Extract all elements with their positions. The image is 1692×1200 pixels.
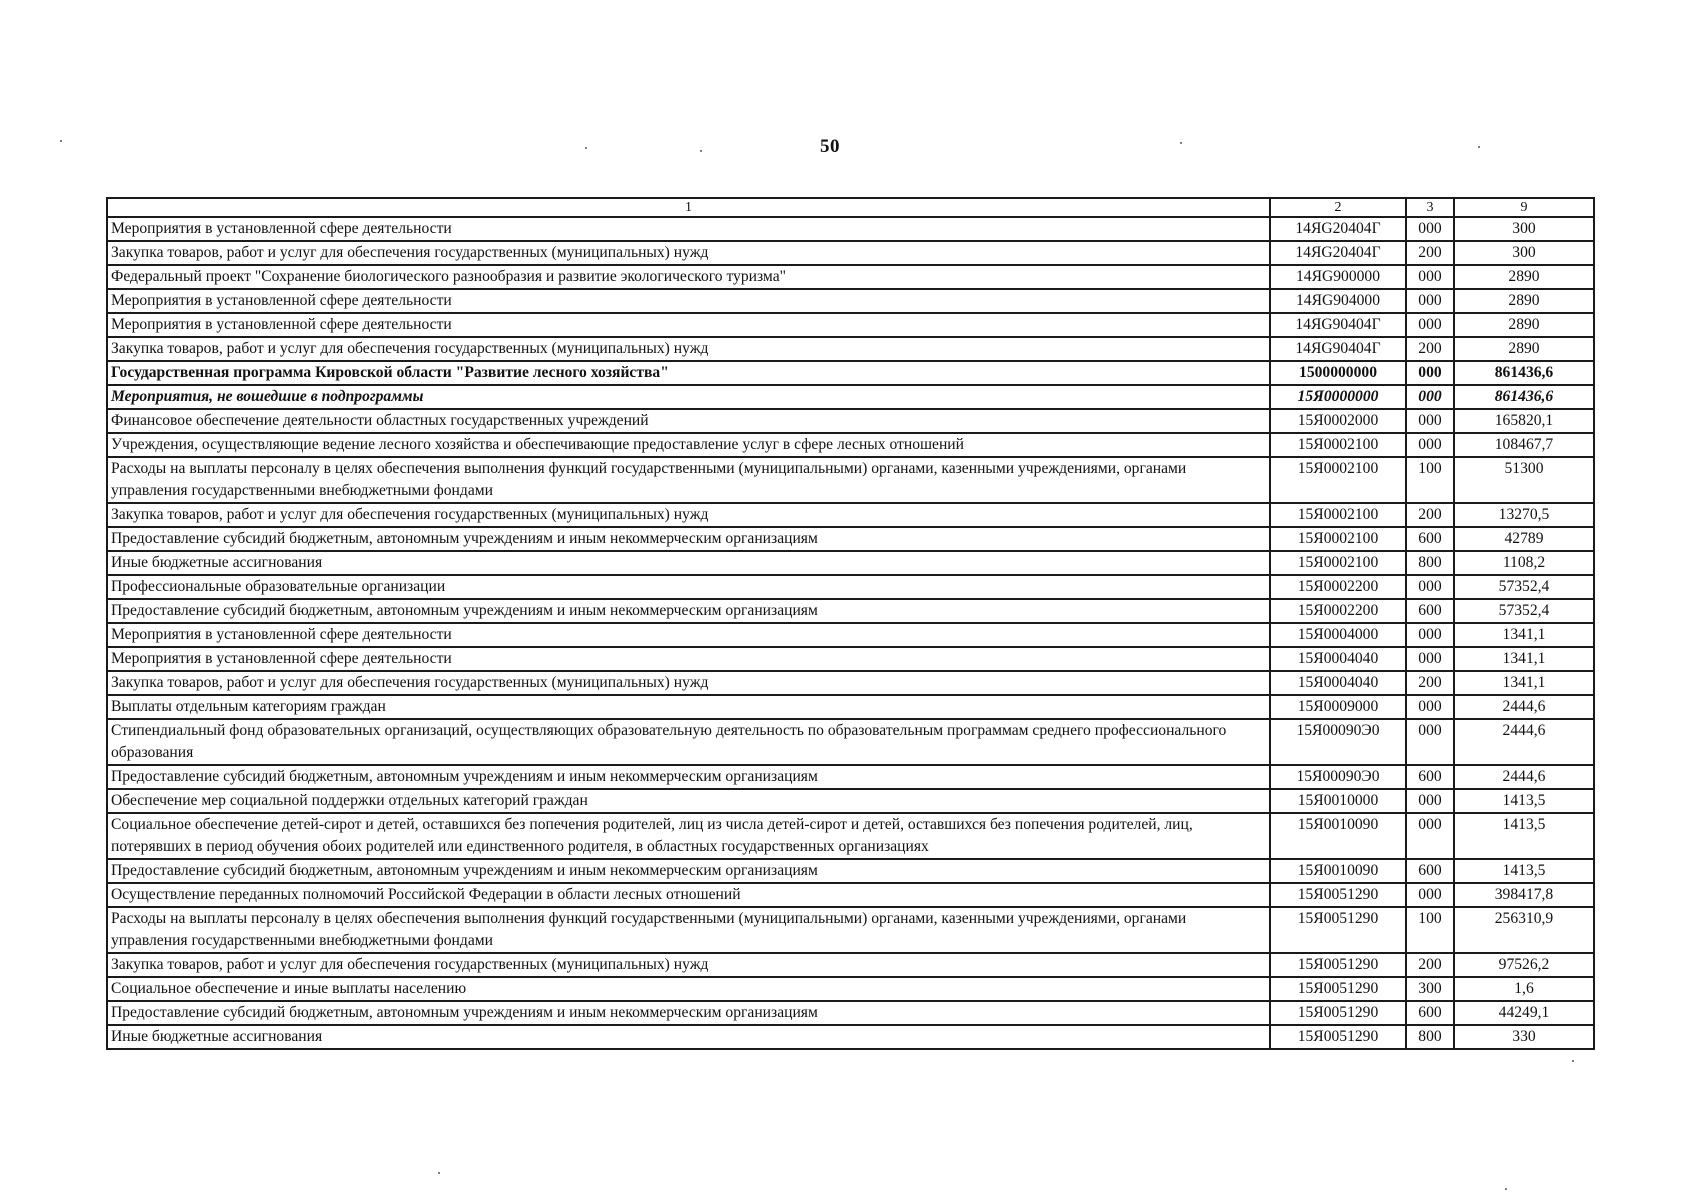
row-name-cell: Расходы на выплаты персоналу в целях обеспечения выполнения функций государственными (муниципальными) органами, казенными учреждениями, органами управления государственными внебюджетными фондами <box>107 907 1270 953</box>
row-name-cell: Иные бюджетные ассигнования <box>107 551 1270 575</box>
table-row <box>107 241 1594 265</box>
row-name-cell: Учреждения, осуществляющие ведение лесного хозяйства и обеспечивающие предоставление услуг в сфере лесных отношений <box>107 433 1270 457</box>
row-type-cell: 000 <box>1406 813 1454 859</box>
row-code-cell: 15Я0002100 <box>1270 457 1406 503</box>
row-type-cell: 300 <box>1406 977 1454 1001</box>
row-name-cell: Осуществление переданных полномочий Российской Федерации в области лесных отношений <box>107 883 1270 907</box>
row-name-cell: Предоставление субсидий бюджетным, автономным учреждениям и иным некоммерческим организациям <box>107 527 1270 551</box>
row-code-cell: 15Я00090Э0 <box>1270 765 1406 789</box>
row-sum-cell: 256310,9 <box>1454 907 1594 953</box>
row-name-cell: Стипендиальный фонд образовательных организаций, осуществляющих образовательную деятельность по образовательным программам среднего профессионального образования <box>107 719 1270 765</box>
row-name-cell: Мероприятия, не вошедшие в подпрограммы <box>107 385 1270 409</box>
scan-speck <box>700 150 702 152</box>
row-sum-cell: 1413,5 <box>1454 859 1594 883</box>
row-code-cell: 15Я0051290 <box>1270 953 1406 977</box>
row-sum-cell: 2890 <box>1454 289 1594 313</box>
row-name-cell: Закупка товаров, работ и услуг для обеспечения государственных (муниципальных) нужд <box>107 953 1270 977</box>
scan-speck <box>1180 142 1182 144</box>
table-row <box>107 859 1594 883</box>
row-type-cell: 200 <box>1406 503 1454 527</box>
table-row <box>107 977 1594 1001</box>
row-code-cell: 15Я0051290 <box>1270 1001 1406 1025</box>
row-name-cell: Финансовое обеспечение деятельности областных государственных учреждений <box>107 409 1270 433</box>
row-code-cell: 15Я0002100 <box>1270 503 1406 527</box>
row-name-cell: Расходы на выплаты персоналу в целях обеспечения выполнения функций государственными (муниципальными) органами, казенными учреждениями, органами управления государственными внебюджетными фондами <box>107 457 1270 503</box>
row-code-cell: 15Я0000000 <box>1270 385 1406 409</box>
table-row <box>107 433 1594 457</box>
table-row <box>107 623 1594 647</box>
row-sum-cell: 1413,5 <box>1454 813 1594 859</box>
header-col-sum: 9 <box>1454 198 1594 217</box>
row-name-cell: Выплаты отдельным категориям граждан <box>107 695 1270 719</box>
row-sum-cell: 2890 <box>1454 337 1594 361</box>
row-sum-cell: 1413,5 <box>1454 789 1594 813</box>
row-name-cell: Закупка товаров, работ и услуг для обеспечения государственных (муниципальных) нужд <box>107 337 1270 361</box>
page-number: 50 <box>820 136 840 157</box>
row-sum-cell: 1341,1 <box>1454 623 1594 647</box>
row-name-cell: Закупка товаров, работ и услуг для обеспечения государственных (муниципальных) нужд <box>107 241 1270 265</box>
table-row <box>107 1025 1594 1049</box>
table-row <box>107 217 1594 241</box>
row-sum-cell: 1108,2 <box>1454 551 1594 575</box>
row-code-cell: 15Я0010000 <box>1270 789 1406 813</box>
header-col-code: 2 <box>1270 198 1406 217</box>
row-name-cell: Мероприятия в установленной сфере деятельности <box>107 313 1270 337</box>
row-type-cell: 000 <box>1406 719 1454 765</box>
row-sum-cell: 1341,1 <box>1454 647 1594 671</box>
row-type-cell: 000 <box>1406 409 1454 433</box>
row-name-cell: Мероприятия в установленной сфере деятельности <box>107 289 1270 313</box>
row-name-cell: Социальное обеспечение и иные выплаты населению <box>107 977 1270 1001</box>
row-code-cell: 15Я0009000 <box>1270 695 1406 719</box>
row-code-cell: 14ЯG90404Г <box>1270 313 1406 337</box>
table-row <box>107 647 1594 671</box>
row-name-cell: Мероприятия в установленной сфере деятельности <box>107 217 1270 241</box>
row-sum-cell: 108467,7 <box>1454 433 1594 457</box>
row-type-cell: 200 <box>1406 337 1454 361</box>
row-type-cell: 000 <box>1406 789 1454 813</box>
row-sum-cell: 51300 <box>1454 457 1594 503</box>
row-type-cell: 000 <box>1406 883 1454 907</box>
row-type-cell: 600 <box>1406 765 1454 789</box>
row-code-cell: 15Я0004040 <box>1270 647 1406 671</box>
row-code-cell: 15Я0004040 <box>1270 671 1406 695</box>
row-code-cell: 15Я0051290 <box>1270 883 1406 907</box>
table-row <box>107 695 1594 719</box>
row-name-cell: Федеральный проект "Сохранение биологического разнообразия и развитие экологического туризма" <box>107 265 1270 289</box>
row-sum-cell: 97526,2 <box>1454 953 1594 977</box>
row-code-cell: 15Я0051290 <box>1270 907 1406 953</box>
scan-speck <box>1505 1188 1507 1190</box>
table-row <box>107 813 1594 859</box>
row-type-cell: 600 <box>1406 599 1454 623</box>
row-type-cell: 000 <box>1406 313 1454 337</box>
table-row <box>107 313 1594 337</box>
row-code-cell: 15Я0002000 <box>1270 409 1406 433</box>
row-type-cell: 000 <box>1406 623 1454 647</box>
table-row <box>107 719 1594 765</box>
row-type-cell: 000 <box>1406 385 1454 409</box>
row-sum-cell: 1,6 <box>1454 977 1594 1001</box>
row-type-cell: 100 <box>1406 907 1454 953</box>
row-type-cell: 200 <box>1406 241 1454 265</box>
row-name-cell: Иные бюджетные ассигнования <box>107 1025 1270 1049</box>
row-type-cell: 200 <box>1406 671 1454 695</box>
row-sum-cell: 1341,1 <box>1454 671 1594 695</box>
table-row <box>107 953 1594 977</box>
row-code-cell: 15Я0010090 <box>1270 813 1406 859</box>
table-row <box>107 1001 1594 1025</box>
row-code-cell: 14ЯG900000 <box>1270 265 1406 289</box>
table-row <box>107 289 1594 313</box>
row-sum-cell: 300 <box>1454 241 1594 265</box>
row-sum-cell: 57352,4 <box>1454 599 1594 623</box>
header-col-name: 1 <box>107 198 1270 217</box>
row-sum-cell: 165820,1 <box>1454 409 1594 433</box>
row-type-cell: 800 <box>1406 1025 1454 1049</box>
row-name-cell: Предоставление субсидий бюджетным, автономным учреждениям и иным некоммерческим организациям <box>107 599 1270 623</box>
scan-speck <box>1572 1060 1574 1062</box>
row-code-cell: 15Я00090Э0 <box>1270 719 1406 765</box>
row-code-cell: 15Я0010090 <box>1270 859 1406 883</box>
row-sum-cell: 861436,6 <box>1454 361 1594 385</box>
row-code-cell: 15Я0002200 <box>1270 599 1406 623</box>
row-code-cell: 14ЯG904000 <box>1270 289 1406 313</box>
row-type-cell: 000 <box>1406 647 1454 671</box>
row-sum-cell: 42789 <box>1454 527 1594 551</box>
row-code-cell: 15Я0002100 <box>1270 551 1406 575</box>
row-sum-cell: 2444,6 <box>1454 695 1594 719</box>
row-name-cell: Предоставление субсидий бюджетным, автономным учреждениям и иным некоммерческим организациям <box>107 1001 1270 1025</box>
row-type-cell: 000 <box>1406 575 1454 599</box>
header-col-type: 3 <box>1406 198 1454 217</box>
table-row <box>107 599 1594 623</box>
row-name-cell: Мероприятия в установленной сфере деятельности <box>107 623 1270 647</box>
row-name-cell: Мероприятия в установленной сфере деятельности <box>107 647 1270 671</box>
row-sum-cell: 13270,5 <box>1454 503 1594 527</box>
table-row <box>107 789 1594 813</box>
row-name-cell: Предоставление субсидий бюджетным, автономным учреждениям и иным некоммерческим организациям <box>107 859 1270 883</box>
scan-speck <box>585 147 587 149</box>
table-row <box>107 457 1594 503</box>
row-sum-cell: 300 <box>1454 217 1594 241</box>
row-type-cell: 800 <box>1406 551 1454 575</box>
row-sum-cell: 330 <box>1454 1025 1594 1049</box>
row-type-cell: 000 <box>1406 289 1454 313</box>
row-sum-cell: 2890 <box>1454 265 1594 289</box>
table-body <box>107 217 1594 1049</box>
row-sum-cell: 2444,6 <box>1454 765 1594 789</box>
scan-speck <box>1478 146 1480 148</box>
row-code-cell: 15Я0051290 <box>1270 1025 1406 1049</box>
row-sum-cell: 2890 <box>1454 313 1594 337</box>
row-code-cell: 14ЯG90404Г <box>1270 337 1406 361</box>
row-name-cell: Предоставление субсидий бюджетным, автономным учреждениям и иным некоммерческим организациям <box>107 765 1270 789</box>
table-row <box>107 409 1594 433</box>
table-row <box>107 503 1594 527</box>
scan-speck <box>60 140 62 142</box>
row-code-cell: 1500000000 <box>1270 361 1406 385</box>
row-type-cell: 600 <box>1406 1001 1454 1025</box>
row-type-cell: 100 <box>1406 457 1454 503</box>
row-type-cell: 600 <box>1406 527 1454 551</box>
table-row <box>107 527 1594 551</box>
row-type-cell: 000 <box>1406 361 1454 385</box>
row-type-cell: 000 <box>1406 433 1454 457</box>
row-name-cell: Обеспечение мер социальной поддержки отдельных категорий граждан <box>107 789 1270 813</box>
table-row <box>107 671 1594 695</box>
scan-speck <box>438 1172 440 1174</box>
row-name-cell: Профессиональные образовательные организации <box>107 575 1270 599</box>
header-row <box>107 198 1594 217</box>
row-code-cell: 15Я0002100 <box>1270 527 1406 551</box>
table-row <box>107 551 1594 575</box>
table-row <box>107 265 1594 289</box>
row-name-cell: Закупка товаров, работ и услуг для обеспечения государственных (муниципальных) нужд <box>107 671 1270 695</box>
row-sum-cell: 2444,6 <box>1454 719 1594 765</box>
table-row <box>107 385 1594 409</box>
row-code-cell: 15Я0002100 <box>1270 433 1406 457</box>
row-name-cell: Государственная программа Кировской области "Развитие лесного хозяйства" <box>107 361 1270 385</box>
budget-table <box>106 197 1595 1050</box>
row-type-cell: 600 <box>1406 859 1454 883</box>
row-sum-cell: 44249,1 <box>1454 1001 1594 1025</box>
table-row <box>107 575 1594 599</box>
row-code-cell: 15Я0051290 <box>1270 977 1406 1001</box>
row-type-cell: 000 <box>1406 695 1454 719</box>
row-code-cell: 14ЯG20404Г <box>1270 241 1406 265</box>
row-name-cell: Закупка товаров, работ и услуг для обеспечения государственных (муниципальных) нужд <box>107 503 1270 527</box>
row-code-cell: 15Я0004000 <box>1270 623 1406 647</box>
row-sum-cell: 57352,4 <box>1454 575 1594 599</box>
row-type-cell: 000 <box>1406 217 1454 241</box>
table-row <box>107 883 1594 907</box>
row-code-cell: 14ЯG20404Г <box>1270 217 1406 241</box>
row-sum-cell: 861436,6 <box>1454 385 1594 409</box>
row-type-cell: 200 <box>1406 953 1454 977</box>
table-row <box>107 337 1594 361</box>
table-row <box>107 907 1594 953</box>
row-code-cell: 15Я0002200 <box>1270 575 1406 599</box>
table-row <box>107 361 1594 385</box>
row-sum-cell: 398417,8 <box>1454 883 1594 907</box>
row-type-cell: 000 <box>1406 265 1454 289</box>
row-name-cell: Социальное обеспечение детей-сирот и детей, оставшихся без попечения родителей, лиц из числа детей-сирот и детей, оставшихся без попечения родителей, лиц, потерявших в период обучения обоих родителей или единственного родителя, в областных государственных организациях <box>107 813 1270 859</box>
table-row <box>107 765 1594 789</box>
